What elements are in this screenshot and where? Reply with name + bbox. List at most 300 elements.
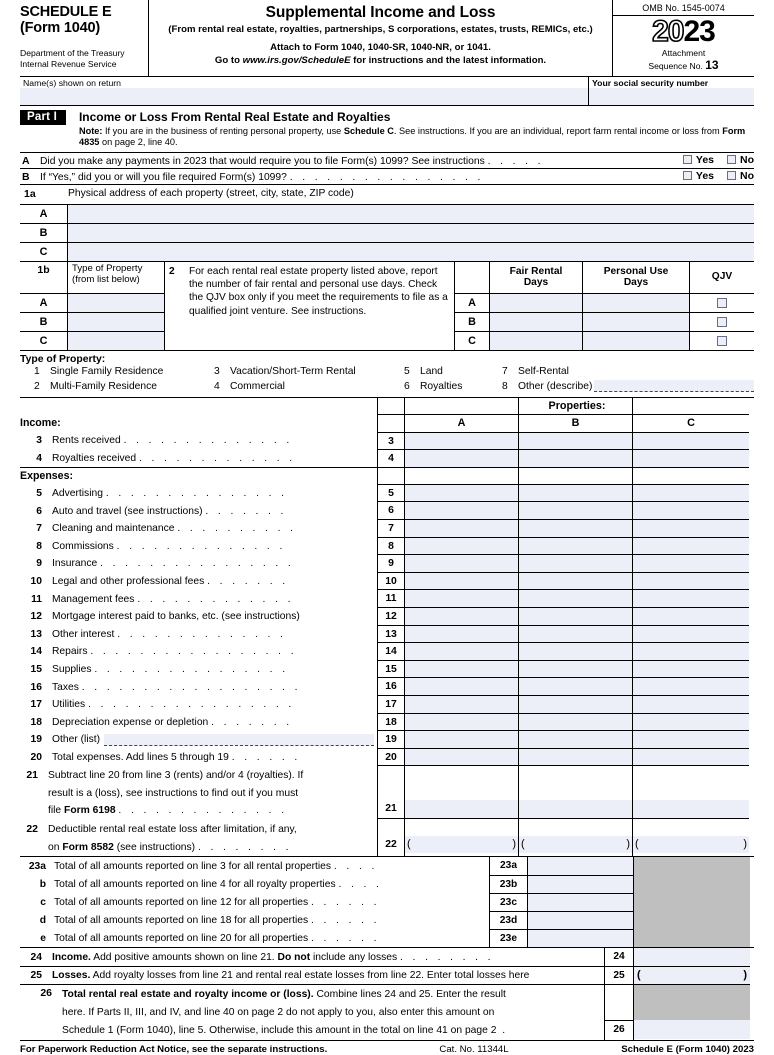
input-18-b[interactable]	[519, 713, 632, 731]
question-b-no-checkbox[interactable]	[727, 171, 736, 180]
income-heading	[20, 415, 377, 432]
input-4-b[interactable]	[519, 449, 632, 467]
question-a-no-checkbox[interactable]	[727, 155, 736, 164]
row-letter-c: C	[20, 331, 67, 350]
input-25[interactable]	[634, 966, 750, 984]
question-b-label: If “Yes,” did you or will you file required Form(s) 1099?	[40, 171, 287, 183]
line-1b-label: 1b	[37, 263, 50, 276]
leader-dots: . . . . . . . . . . . . . . . .	[289, 171, 484, 183]
type-num: 2	[34, 380, 40, 392]
question-b-yes-checkbox[interactable]	[683, 171, 692, 180]
qjv-cell-a	[690, 294, 754, 313]
num-spacer-2	[378, 415, 404, 432]
qjv-checkbox-b[interactable]	[717, 317, 727, 327]
input-15-a[interactable]	[405, 660, 518, 678]
input-6-c[interactable]	[633, 501, 749, 519]
type-input-b[interactable]	[68, 312, 164, 331]
input-14-c[interactable]	[633, 642, 749, 660]
leader-dots: . . . . . . . . . . . . . . . . .	[90, 646, 297, 658]
line-number: 15	[30, 664, 42, 676]
line-box-5: 5	[378, 484, 404, 502]
line-label-23b: b	[39, 878, 46, 890]
header-center	[148, 0, 613, 76]
qjv-header: QJV	[711, 271, 733, 283]
days-abc-header-spacer	[455, 262, 489, 293]
input-18-a[interactable]	[405, 713, 518, 731]
leader-dots: . . . . . . . . . . . . . . . . .	[88, 699, 295, 711]
irs-url[interactable]: www.irs.gov/ScheduleE	[242, 55, 351, 66]
input-10-b[interactable]	[519, 572, 632, 590]
input-10-c[interactable]	[633, 572, 749, 590]
line-row-10	[20, 573, 377, 591]
line-label: Taxes	[52, 681, 79, 693]
leader-dots: . . . . . . . . . . . . . .	[116, 540, 286, 552]
line-row-18	[20, 714, 377, 732]
fair-rental-input-a[interactable]	[490, 293, 582, 312]
note-text-2: . See instructions. If you are an individual, report farm rental income or loss from	[393, 125, 723, 136]
input-3-c[interactable]	[633, 432, 749, 450]
line-box-24: 24	[613, 951, 625, 963]
line-box-16: 16	[378, 677, 404, 695]
input-24[interactable]	[634, 948, 750, 966]
line-21-c-pad1	[633, 765, 749, 783]
input-9-b[interactable]	[519, 554, 632, 572]
input-4-c[interactable]	[633, 449, 749, 467]
type-num: 7	[502, 365, 508, 377]
days-row-letter-b: B	[455, 312, 489, 331]
type-label: Royalties	[420, 380, 463, 392]
input-19-c[interactable]	[633, 730, 749, 748]
line-text	[62, 985, 604, 1040]
input-14-a[interactable]	[405, 642, 518, 660]
line-row-23c	[20, 893, 489, 911]
line-box-23e: 23e	[490, 929, 527, 947]
line-box-25: 25	[605, 966, 633, 984]
line-text	[52, 752, 377, 763]
line-number: 22	[26, 823, 38, 836]
attachment-sequence	[613, 47, 754, 76]
input-5-b[interactable]	[519, 484, 632, 502]
leader-dots: . . . . . . .	[207, 576, 289, 588]
sequence-label: Sequence No.	[648, 61, 703, 72]
list-item	[502, 380, 754, 395]
line-number: 18	[30, 716, 42, 728]
line-23-number-column	[490, 857, 528, 947]
line-text	[48, 820, 377, 856]
line-box-23d: 23d	[490, 911, 527, 929]
leader-dots: . . . . . . . . . .	[177, 523, 297, 535]
goto-prefix: Go to	[214, 55, 243, 66]
line-box-21: 21	[385, 803, 397, 815]
tax-year	[613, 16, 754, 47]
type-label: Commercial	[230, 380, 285, 392]
goto-instruction	[155, 55, 606, 66]
line-text	[54, 915, 380, 926]
line-box-14: 14	[378, 642, 404, 660]
property-address-table	[20, 204, 754, 262]
input-8-c[interactable]	[633, 537, 749, 555]
line-label: Repairs	[52, 646, 88, 658]
address-input-a[interactable]	[68, 205, 754, 223]
input-8-a[interactable]	[405, 537, 518, 555]
paren-close: )	[626, 838, 630, 851]
input-12-c[interactable]	[633, 607, 749, 625]
input-17-b[interactable]	[519, 695, 632, 713]
input-5-c[interactable]	[633, 484, 749, 502]
input-7-c[interactable]	[633, 519, 749, 537]
input-20-b[interactable]	[519, 748, 632, 766]
leader-dots: . . . . . .	[311, 932, 380, 944]
attach-instruction: Attach to Form 1040, 1040-SR, 1040-NR, or 1041.	[270, 42, 491, 53]
line-number: 5	[36, 488, 42, 500]
line-row-15	[20, 661, 377, 679]
line-label: Management fees	[52, 593, 135, 605]
address-input-c[interactable]	[68, 243, 754, 261]
line-26-bold: Total rental real estate and royalty income or (loss).	[62, 989, 314, 1001]
type-input-a[interactable]	[68, 293, 164, 312]
input-20-a[interactable]	[405, 748, 518, 766]
type-label: Other (describe)	[518, 380, 593, 392]
leader-dots: . . . . . . . . . . . . . .	[118, 805, 288, 817]
input-3-b[interactable]	[519, 432, 632, 450]
input-6-a[interactable]	[405, 501, 518, 519]
line-21-l3	[48, 802, 377, 820]
line-box-17: 17	[378, 695, 404, 713]
grid-label-spacer-1	[20, 398, 377, 415]
line-text	[52, 558, 377, 569]
line-row-24	[20, 948, 604, 966]
form-subtitle: (From rental real estate, royalties, partnerships, S corporations, estates, trusts, REMICs, etc.)	[168, 24, 593, 35]
input-21-b[interactable]	[519, 800, 632, 818]
line-number: 17	[30, 699, 42, 711]
col-line2-description	[165, 262, 455, 350]
schedule-title: SCHEDULE E (Form 1040)	[20, 4, 112, 37]
line-label: Commissions	[52, 540, 114, 552]
input-19-a[interactable]	[405, 730, 518, 748]
line-row-17	[20, 696, 377, 714]
input-13-a[interactable]	[405, 625, 518, 643]
line-box-10: 10	[378, 572, 404, 590]
num-spacer-expenses	[378, 467, 404, 484]
list-item	[404, 365, 502, 380]
line-22-a-pad	[405, 818, 518, 836]
form-footer	[20, 1040, 754, 1055]
name-field-group	[20, 77, 589, 105]
question-a-yes-checkbox[interactable]	[683, 155, 692, 164]
col-days-row-letters	[455, 262, 490, 350]
column-header-c: C	[687, 416, 695, 429]
line-label: Mortgage interest paid to banks, etc. (see instructions)	[52, 611, 300, 623]
line-22-spacer	[378, 818, 404, 836]
note-label: Note:	[78, 125, 103, 136]
address-row-letter: C	[20, 243, 68, 261]
line-text	[54, 861, 378, 872]
leader-dots: . . . . . . . . . . . . . . .	[105, 488, 288, 500]
input-15-c[interactable]	[633, 660, 749, 678]
type-input-c[interactable]	[68, 331, 164, 350]
line-1b-table	[20, 262, 754, 350]
department-label: Department of the Treasury Internal Revenue Service	[20, 48, 125, 69]
form-8582-ref: Form 8582	[62, 841, 114, 853]
col-personal-use-days	[583, 262, 690, 350]
column-header-a: A	[457, 416, 466, 429]
question-b-letter: B	[22, 170, 30, 183]
line-label: Total expenses. Add lines 5 through 19	[52, 752, 229, 763]
line-text	[52, 699, 377, 710]
ssn-caption: Your social security number	[592, 77, 709, 88]
type-of-property-heading: Type of Property:	[20, 353, 106, 365]
line-23b-text: Total of all amounts reported on line 4 for all royalty properties	[54, 878, 336, 890]
paren-close: )	[512, 838, 516, 851]
input-18-c[interactable]	[633, 713, 749, 731]
input-11-a[interactable]	[405, 589, 518, 607]
line-text	[52, 453, 377, 464]
input-7-a[interactable]	[405, 519, 518, 537]
input-12-a[interactable]	[405, 607, 518, 625]
row-letter-b: B	[20, 312, 67, 331]
input-15-b[interactable]	[519, 660, 632, 678]
line-label: Depreciation expense or depletion	[52, 716, 209, 728]
leader-dots: . . . .	[333, 860, 378, 872]
line-label-23d: d	[39, 914, 46, 926]
address-row-letter: B	[20, 224, 68, 242]
input-21-a[interactable]	[405, 800, 518, 818]
goto-suffix: for instructions and the latest information.	[350, 55, 547, 66]
line-row-7	[20, 520, 377, 538]
line-box-4: 4	[378, 449, 404, 467]
l2-post: (see instructions)	[113, 841, 196, 853]
line-row-19	[20, 731, 377, 749]
line-row-12	[20, 608, 377, 626]
type-label: Self-Rental	[518, 365, 569, 377]
question-a-answers	[683, 154, 754, 167]
line-row-11	[20, 590, 377, 608]
col-fair-rental-days	[490, 262, 583, 350]
line-row-4	[20, 449, 377, 467]
leader-dots: . . . . . .	[311, 896, 380, 908]
input-22-a[interactable]	[405, 836, 518, 854]
part1-heading: Income or Loss From Rental Real Estate and Royalties	[78, 109, 391, 124]
input-23b[interactable]	[528, 875, 633, 893]
question-b-no-label: No	[740, 169, 754, 182]
input-22-b[interactable]	[519, 836, 632, 854]
input-3-a[interactable]	[405, 432, 518, 450]
line-2-number: 2	[169, 265, 175, 277]
list-item	[214, 380, 404, 395]
type-num: 4	[214, 380, 220, 392]
col-b-spacer	[519, 467, 632, 484]
note-schedule-c-ref: Schedule C	[343, 125, 394, 136]
list-item	[502, 365, 754, 380]
input-12-b[interactable]	[519, 607, 632, 625]
qjv-cell-c	[690, 332, 754, 351]
line-row-23b	[20, 875, 489, 893]
type-of-property-legend	[20, 351, 754, 397]
part1-badge: Part I	[20, 110, 66, 125]
other-list-input[interactable]	[104, 734, 374, 746]
line-21-b-pad1	[519, 765, 632, 783]
line-text	[52, 541, 377, 552]
line-box-20: 20	[378, 748, 404, 766]
input-11-c[interactable]	[633, 589, 749, 607]
input-9-a[interactable]	[405, 554, 518, 572]
personal-use-input-b[interactable]	[583, 312, 689, 331]
expenses-heading-label: Expenses:	[20, 470, 73, 483]
line-number: 8	[36, 540, 42, 552]
line-text	[54, 879, 382, 890]
question-a-row	[20, 152, 754, 168]
fair-rental-input-b[interactable]	[490, 312, 582, 331]
input-17-a[interactable]	[405, 695, 518, 713]
line-text	[54, 933, 380, 944]
line-label: Other interest	[52, 628, 115, 640]
part1-note	[79, 126, 754, 148]
type-label: Single Family Residence	[50, 365, 164, 377]
line-23c-text: Total of all amounts reported on line 12 for all properties	[54, 896, 309, 908]
line-row-3	[20, 432, 377, 450]
input-11-b[interactable]	[519, 589, 632, 607]
input-13-c[interactable]	[633, 625, 749, 643]
paren-close: )	[743, 838, 747, 851]
line-text	[52, 576, 377, 587]
line-2-text: For each rental real estate property listed above, report the number of fair rental and personal use days. Check the QJV box only if you meet the requirements to file as a qualified joint venture. See instructions.	[189, 265, 448, 317]
input-17-c[interactable]	[633, 695, 749, 713]
personal-use-input-a[interactable]	[583, 293, 689, 312]
personal-use-input-c[interactable]	[583, 331, 689, 350]
table-row	[20, 243, 754, 262]
list-item	[404, 380, 502, 395]
input-16-c[interactable]	[633, 677, 749, 695]
leader-dots: . . . . . .	[311, 914, 380, 926]
address-input-b[interactable]	[68, 224, 754, 242]
line-box-9: 9	[378, 554, 404, 572]
input-14-b[interactable]	[519, 642, 632, 660]
line-26-blocked-1	[634, 984, 750, 1002]
leader-dots: . . . . . . . .	[197, 841, 292, 853]
line-box-11: 11	[378, 589, 404, 607]
question-a-text	[40, 156, 683, 167]
input-9-c[interactable]	[633, 554, 749, 572]
ssn-input[interactable]	[589, 88, 754, 105]
line-26-num-pad1	[605, 984, 633, 1002]
line-23-blocked-area	[634, 857, 750, 947]
address-row-letter: A	[20, 205, 68, 223]
col-c-spacer	[633, 467, 749, 484]
line-24-t1: Add positive amounts shown on line 21.	[90, 951, 278, 963]
attachment-label: Attachment	[661, 48, 706, 58]
input-6-b[interactable]	[519, 501, 632, 519]
input-8-b[interactable]	[519, 537, 632, 555]
leader-dots: . . . . . . . . . . . . . . . .	[100, 558, 295, 570]
line-label-23e: e	[40, 932, 46, 944]
line-21-c-pad2	[633, 783, 749, 801]
tax-year-prefix: 20	[652, 15, 684, 48]
input-20-c[interactable]	[633, 748, 749, 766]
line-number: 13	[30, 628, 42, 640]
input-16-a[interactable]	[405, 677, 518, 695]
input-4-a[interactable]	[405, 449, 518, 467]
paren-open: (	[521, 838, 525, 851]
line-label-23c: c	[40, 896, 46, 908]
table-row	[20, 224, 754, 243]
input-5-a[interactable]	[405, 484, 518, 502]
line-23-fields-column	[528, 857, 634, 947]
line-text	[52, 734, 377, 746]
input-16-b[interactable]	[519, 677, 632, 695]
input-10-a[interactable]	[405, 572, 518, 590]
catalog-number: Cat. No. 11344L	[439, 1044, 509, 1055]
input-23c[interactable]	[528, 893, 633, 911]
input-21-c[interactable]	[633, 800, 749, 818]
fair-rental-input-c[interactable]	[490, 331, 582, 350]
type-num: 3	[214, 365, 220, 377]
name-input[interactable]	[20, 88, 588, 105]
line-number: 12	[30, 611, 42, 623]
line-number: 14	[30, 646, 42, 658]
type-list-row-2	[20, 380, 754, 395]
line-1a-label: 1a	[24, 187, 36, 200]
type-of-property-header	[68, 262, 164, 293]
line-22-l1: Deductible rental real estate loss after limitation, if any,	[48, 824, 297, 836]
line-23e-text: Total of all amounts reported on line 20 for all properties	[54, 932, 309, 944]
line-row-16	[20, 678, 377, 696]
line-1a-header	[20, 184, 754, 204]
col-qjv	[690, 262, 754, 350]
qjv-checkbox-c[interactable]	[717, 336, 727, 346]
line-21-l2: result is a (loss), see instructions to find out if you must	[48, 787, 299, 799]
personal-use-l2: Days	[623, 277, 649, 289]
input-23d[interactable]	[528, 911, 633, 929]
question-b-yes-label: Yes	[695, 169, 714, 182]
table-row	[20, 205, 754, 224]
note-text-3: on page 2, line 40.	[99, 136, 178, 147]
days-row-letter-a: A	[455, 293, 489, 312]
line-row-9	[20, 555, 377, 573]
input-19-b[interactable]	[519, 730, 632, 748]
column-header-b: B	[571, 416, 580, 429]
input-26[interactable]	[634, 1020, 750, 1039]
qjv-checkbox-a[interactable]	[717, 298, 727, 308]
line-label: Rents received	[52, 434, 121, 446]
row-letter-a: A	[20, 293, 67, 312]
line-row-14	[20, 643, 377, 661]
type-label: Multi-Family Residence	[50, 380, 158, 392]
line-row-23e	[20, 929, 489, 947]
line-text	[48, 766, 377, 820]
line-21-spacer-2	[378, 783, 404, 801]
input-23a[interactable]	[528, 857, 633, 875]
input-7-b[interactable]	[519, 519, 632, 537]
paren-open: (	[635, 838, 639, 851]
line-23-labels	[20, 857, 490, 947]
input-13-b[interactable]	[519, 625, 632, 643]
line-label: Advertising	[52, 488, 103, 500]
line-number: 20	[30, 752, 42, 763]
paren-open: (	[637, 969, 641, 982]
input-22-c[interactable]	[633, 836, 749, 854]
line-label: Legal and other professional fees	[52, 576, 205, 588]
other-describe-input[interactable]	[594, 380, 754, 392]
part1-content	[66, 110, 754, 148]
note-text-1: If you are in the business of renting personal property, use	[102, 125, 344, 136]
line-21-l1: Subtract line 20 from line 3 (rents) and/or 4 (royalties). If	[48, 770, 304, 782]
fair-rental-l1: Fair Rental	[509, 265, 563, 277]
line-box-13: 13	[378, 625, 404, 643]
line-text	[52, 970, 529, 981]
type-num: 6	[404, 380, 410, 392]
line-21-b-pad2	[519, 783, 632, 801]
input-23e[interactable]	[528, 929, 633, 947]
